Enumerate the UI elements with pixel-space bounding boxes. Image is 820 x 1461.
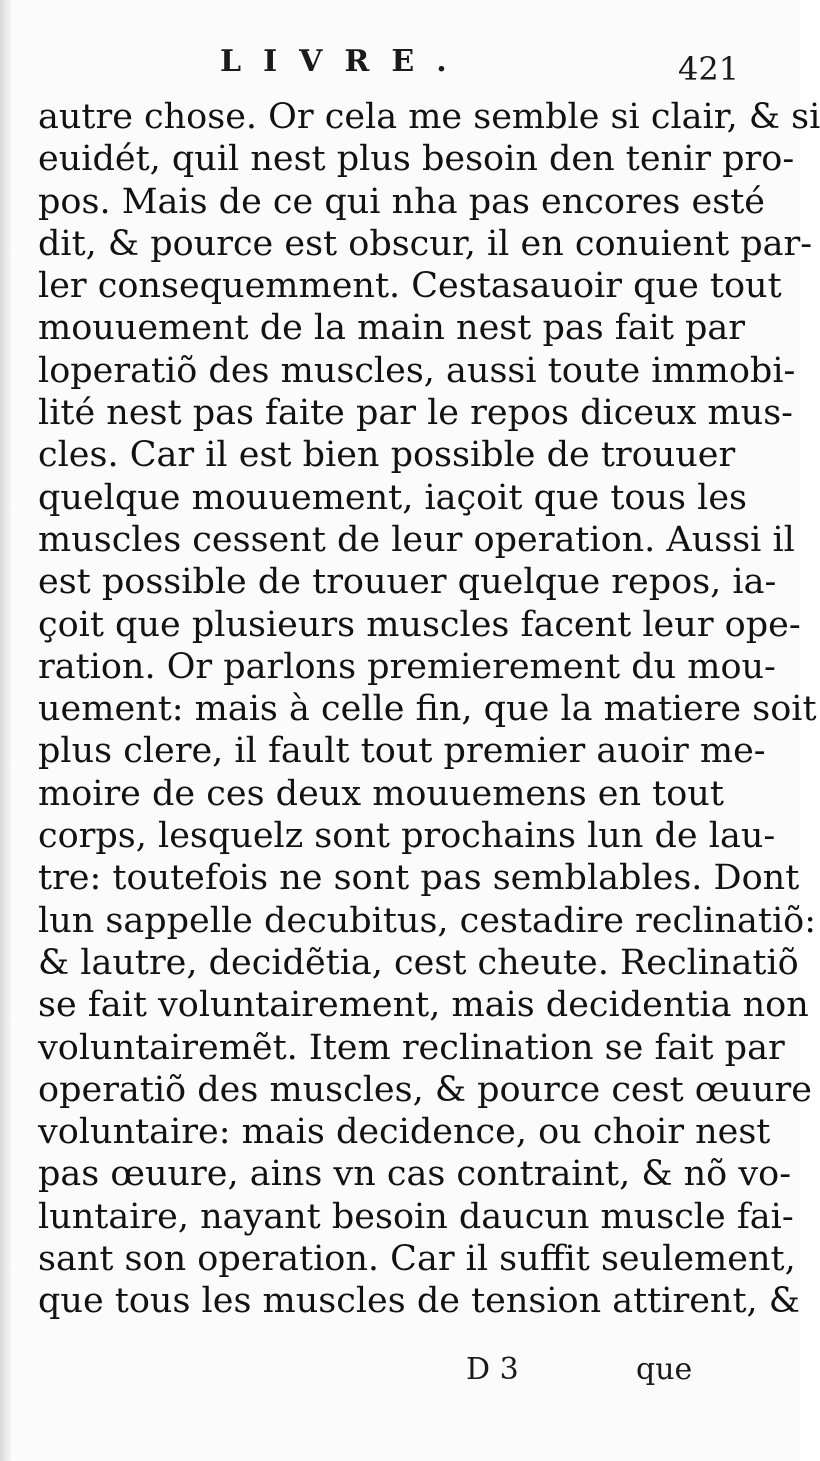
text-line: pos. Mais de ce qui nha pas encores esté [38,181,765,222]
text-line: tre: toutefois ne sont pas semblables. Dont [38,858,800,899]
text-line: dit, & pource est obscur, il en conuient par- [38,223,813,264]
running-head: LIVRE. [220,44,469,79]
text-line: çoit que plusieurs muscles facent leur ope- [38,604,801,645]
page-number: 421 [678,50,740,88]
text-line: voluntaire: mais decidence, ou choir nest [38,1112,771,1153]
text-line: mouuement de la main nest pas fait par [38,308,746,349]
catchword: que [636,1352,693,1387]
text-line: moire de ces deux mouuemens en tout [38,773,724,814]
text-block [38,96,820,1356]
text-line: muscles cessent de leur operation. Aussi il [38,519,795,560]
text-line: voluntairemẽt. Item reclination se fait par [38,1027,785,1068]
text-line: sant son operation. Car il suffit seulement, [38,1239,796,1280]
text-line: pas œuure, ains vn cas contraint, & nõ vo- [38,1154,792,1195]
page-gutter-shadow [0,0,14,1461]
text-line: quelque mouuement, iaçoit que tous les [38,477,747,518]
text-line: ler consequemment. Cestasauoir que tout [38,266,782,307]
text-line: est possible de trouuer quelque repos, ia- [38,562,777,603]
text-line: & lautre, decidẽtia, cest cheute. Reclinatiõ [38,942,799,983]
text-line: corps, lesquelz sont prochains lun de lau- [38,816,776,857]
text-line: ration. Or parlons premierement du mou- [38,646,776,687]
text-line: uement: mais à celle fin, que la matiere soit [38,689,817,730]
text-line: autre chose. Or cela me semble si clair, & si [38,97,820,137]
text-line: cles. Car il est bien possible de trouuer [38,435,736,476]
signature-mark: D 3 [466,1352,519,1387]
text-line: lité nest pas faite par le repos diceux mus- [38,393,793,434]
text-line: euidét, quil nest plus besoin den tenir pro- [38,139,795,180]
text-line: luntaire, nayant besoin daucun muscle fai- [38,1196,794,1237]
text-line: operatiõ des muscles, & pource cest œuure [38,1069,812,1110]
text-line: loperatiõ des muscles, aussi toute immobi- [38,350,796,391]
text-line: se fait voluntairement, mais decidentia non [38,985,809,1026]
text-line: que tous les muscles de tension attirent, & [38,1281,800,1322]
text-line: lun sappelle decubitus, cestadire reclinatiõ: [38,900,816,941]
text-line: plus clere, il fault tout premier auoir me- [38,731,766,772]
